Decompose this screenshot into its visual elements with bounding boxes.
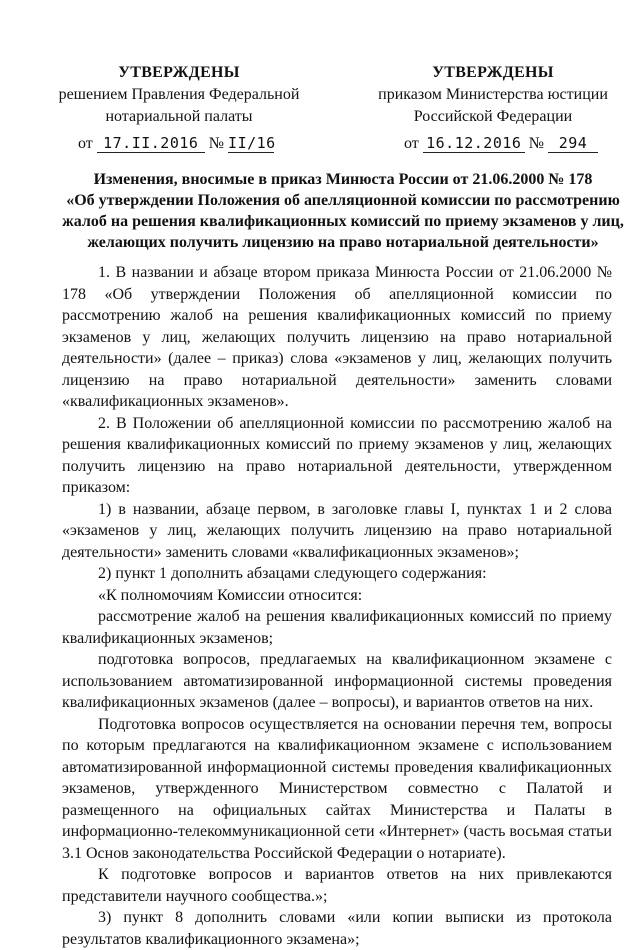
paragraph: 1) в названии, абзаце первом, в заголовке главы I, пунктах 1 и 2 слова «экзаменов у лиц, желающих получить лицензию на право нотариальной деятельности» заменить словами «квалификационных экзаменов»; <box>62 500 612 561</box>
document-title <box>48 169 638 253</box>
paragraph: подготовка вопросов, предлагаемых на квалификационном экзамене с использованием автоматизированной информационной системы проведения квалификационных экзаменов (далее – вопросы), и вариантов ответов на них. <box>62 651 612 711</box>
approval-line: решением Правления Федеральной <box>58 86 300 103</box>
title-line: Изменения, вносимые в приказ Минюста России от 21.06.2000 № 178 <box>93 171 593 188</box>
paragraph: 2) пункт 1 дополнить абзацами следующего содержания: <box>98 565 487 582</box>
date-number-line-right <box>404 134 598 153</box>
paragraph: рассмотрение жалоб на решения квалификационных комиссий по приему квалификационных экзаменов; <box>62 608 612 647</box>
approval-line: Российской Федерации <box>413 108 573 125</box>
paragraph: 3) пункт 8 дополнить словами «или копии выписки из протокола результатов квалификационного экзамена»; <box>62 909 612 948</box>
paragraph: К подготовке вопросов и вариантов ответов на них привлекаются представители научного сообщества.»; <box>62 866 612 905</box>
approval-heading: УТВЕРЖДЕНЫ <box>432 64 554 81</box>
paragraph: 2. В Положении об апелляционной комиссии по рассмотрению жалоб на решения квалификационных комиссий по приему экзаменов у лиц, желающих получить лицензию на право нотариальной деятельности, утвержденном приказом: <box>62 414 612 496</box>
number-label: № <box>528 135 545 152</box>
title-line: «Об утверждении Положения об апелляционной комиссии по рассмотрению <box>66 192 620 209</box>
approval-heading: УТВЕРЖДЕНЫ <box>118 64 240 81</box>
title-line: жалоб на решения квалификационных комиссий по приему экзаменов у лиц, <box>62 213 624 230</box>
paragraph: «К полномочиям Комиссии относится: <box>98 586 363 604</box>
handwritten-number: 294 <box>548 134 598 153</box>
approval-block-left <box>48 62 310 128</box>
handwritten-number: II/16 <box>228 134 276 152</box>
date-from-label: от <box>404 135 419 152</box>
approval-line: приказом Министерства юстиции <box>378 86 608 103</box>
date-number-line-left <box>78 134 274 153</box>
title-line: желающих получить лицензию на право нотариальной деятельности» <box>87 234 599 251</box>
paragraph: 1. В названии и абзаце втором приказа Минюста России от 21.06.2000 № 178 «Об утверждении Положения об апелляционной комиссии по рассмотрению жалоб на решения квалификационных комиссий по приему экзаменов у лиц, желающих получить лицензию на право нотариальной деятельности» (далее – приказ) слова «экзаменов у лиц, желающих получить лицензию на право нотариальной деятельности» заменить словами «квалификационных экзаменов». <box>62 264 612 410</box>
approval-block-right <box>352 62 634 128</box>
paragraph: Подготовка вопросов осуществляется на основании перечня тем, вопросы по которым предлагаются на квалификационном экзамене с использованием автоматизированной информационной системы проведения квалификационных экзаменов, утвержденного Министерством совместно с Палатой и размещенного на официальных сайтах Министерства и Палаты в информационно-телекоммуникационной сети «Интернет» (часть восьмая статьи 3.1 Основ законодательства Российской Федерации о нотариате). <box>62 715 612 862</box>
handwritten-date: 17.II.2016 <box>97 134 205 153</box>
number-label: № <box>208 135 225 152</box>
date-from-label: от <box>78 135 93 152</box>
approval-line: нотариальной палаты <box>105 108 253 125</box>
handwritten-date: 16.12.2016 <box>423 134 525 153</box>
document-body <box>62 262 612 950</box>
